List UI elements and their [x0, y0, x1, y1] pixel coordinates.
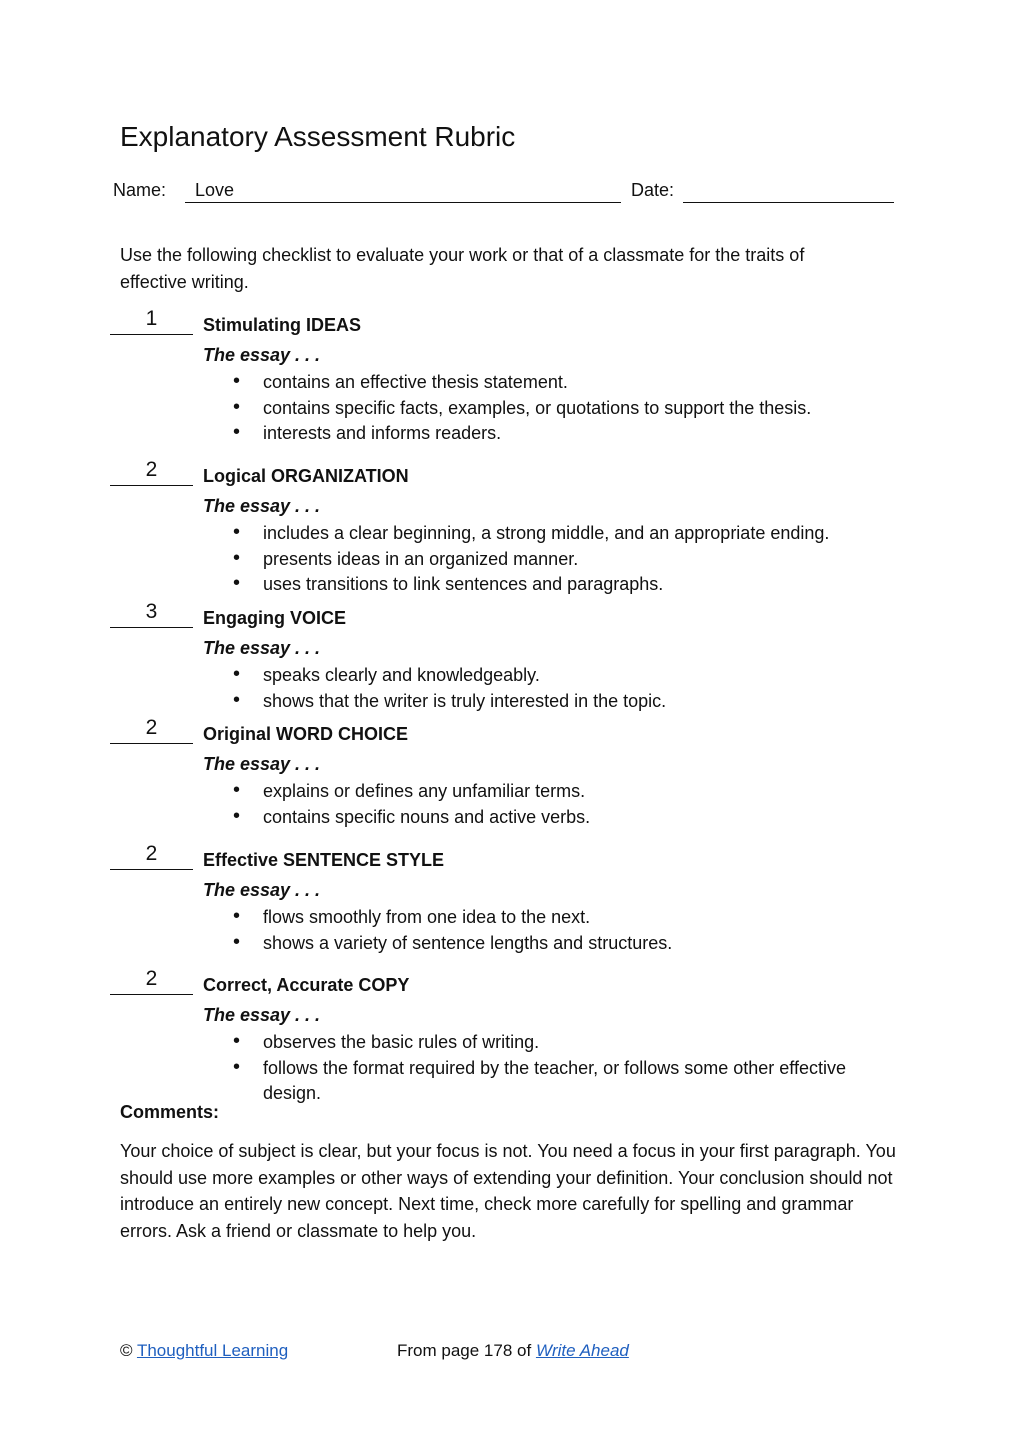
criteria-item: • flows smoothly from one idea to the next.: [203, 905, 893, 931]
section-title: Stimulating IDEAS: [203, 315, 362, 335]
essay-prefix: The essay . . .: [203, 754, 321, 774]
section-title: Original WORD CHOICE: [203, 724, 409, 744]
section-title: Engaging VOICE: [203, 608, 347, 628]
criteria-item: • contains an effective thesis statement.: [203, 370, 893, 396]
criteria-item: • contains specific facts, examples, or quotations to support the thesis.: [203, 396, 893, 422]
essay-prefix: The essay . . .: [203, 496, 321, 516]
criteria-item: • includes a clear beginning, a strong middle, and an appropriate ending.: [203, 521, 893, 547]
date-field[interactable]: [683, 180, 894, 203]
name-label: Name:: [113, 180, 167, 200]
section-title: Effective SENTENCE STYLE: [203, 850, 445, 870]
copyright-symbol: ©: [120, 1341, 133, 1360]
publisher-link[interactable]: Thoughtful Learning: [136, 1341, 289, 1360]
criteria-list: [203, 779, 893, 830]
comments-label: Comments:: [120, 1102, 220, 1122]
essay-prefix: The essay . . .: [203, 880, 321, 900]
footer-source: [397, 1341, 629, 1361]
score-field[interactable]: 1: [110, 306, 193, 335]
criteria-item: • uses transitions to link sentences and paragraphs.: [203, 572, 893, 598]
date-label: Date:: [631, 180, 675, 200]
criteria-item: • explains or defines any unfamiliar terms.: [203, 779, 893, 805]
criteria-item: • speaks clearly and knowledgeably.: [203, 663, 893, 689]
footer-copyright: [120, 1341, 288, 1361]
criteria-list: [203, 663, 893, 714]
score-field[interactable]: 2: [110, 841, 193, 870]
criteria-item: • follows the format required by the teacher, or follows some other effective design.: [203, 1056, 893, 1107]
criteria-item: • interests and informs readers.: [203, 421, 893, 447]
criteria-list: [203, 905, 893, 956]
book-link[interactable]: Write Ahead: [535, 1341, 629, 1360]
criteria-list: [203, 521, 893, 598]
score-field[interactable]: 2: [110, 457, 193, 486]
essay-prefix: The essay . . .: [203, 638, 321, 658]
criteria-item: • shows that the writer is truly interested in the topic.: [203, 689, 893, 715]
criteria-item: • presents ideas in an organized manner.: [203, 547, 893, 573]
criteria-list: [203, 370, 893, 447]
essay-prefix: The essay . . .: [203, 345, 321, 365]
essay-prefix: The essay . . .: [203, 1005, 321, 1025]
criteria-item: • observes the basic rules of writing.: [203, 1030, 893, 1056]
name-value: Love: [195, 180, 235, 200]
page-title: Explanatory Assessment Rubric: [120, 121, 516, 152]
name-field[interactable]: [185, 180, 621, 203]
source-prefix: From page 178 of: [397, 1341, 532, 1360]
criteria-item: • shows a variety of sentence lengths and structures.: [203, 931, 893, 957]
score-field[interactable]: 2: [110, 715, 193, 744]
criteria-list: [203, 1030, 893, 1107]
criteria-item: • contains specific nouns and active verbs.: [203, 805, 893, 831]
score-field[interactable]: 2: [110, 966, 193, 995]
comments-text: Your choice of subject is clear, but your focus is not. You need a focus in your first paragraph. You should use more examples or other ways of extending your definition. Your conclusion should not introduce an entirely new concept. Next time, check more carefully for spelling and grammar errors. Ask a friend or classmate to help you.: [120, 1141, 896, 1241]
section-title: Correct, Accurate COPY: [203, 975, 410, 995]
section-title: Logical ORGANIZATION: [203, 466, 409, 486]
intro-text: Use the following checklist to evaluate your work or that of a classmate for the traits of effective writing.: [120, 245, 805, 292]
score-field[interactable]: 3: [110, 599, 193, 628]
name-date-row: [113, 180, 903, 206]
